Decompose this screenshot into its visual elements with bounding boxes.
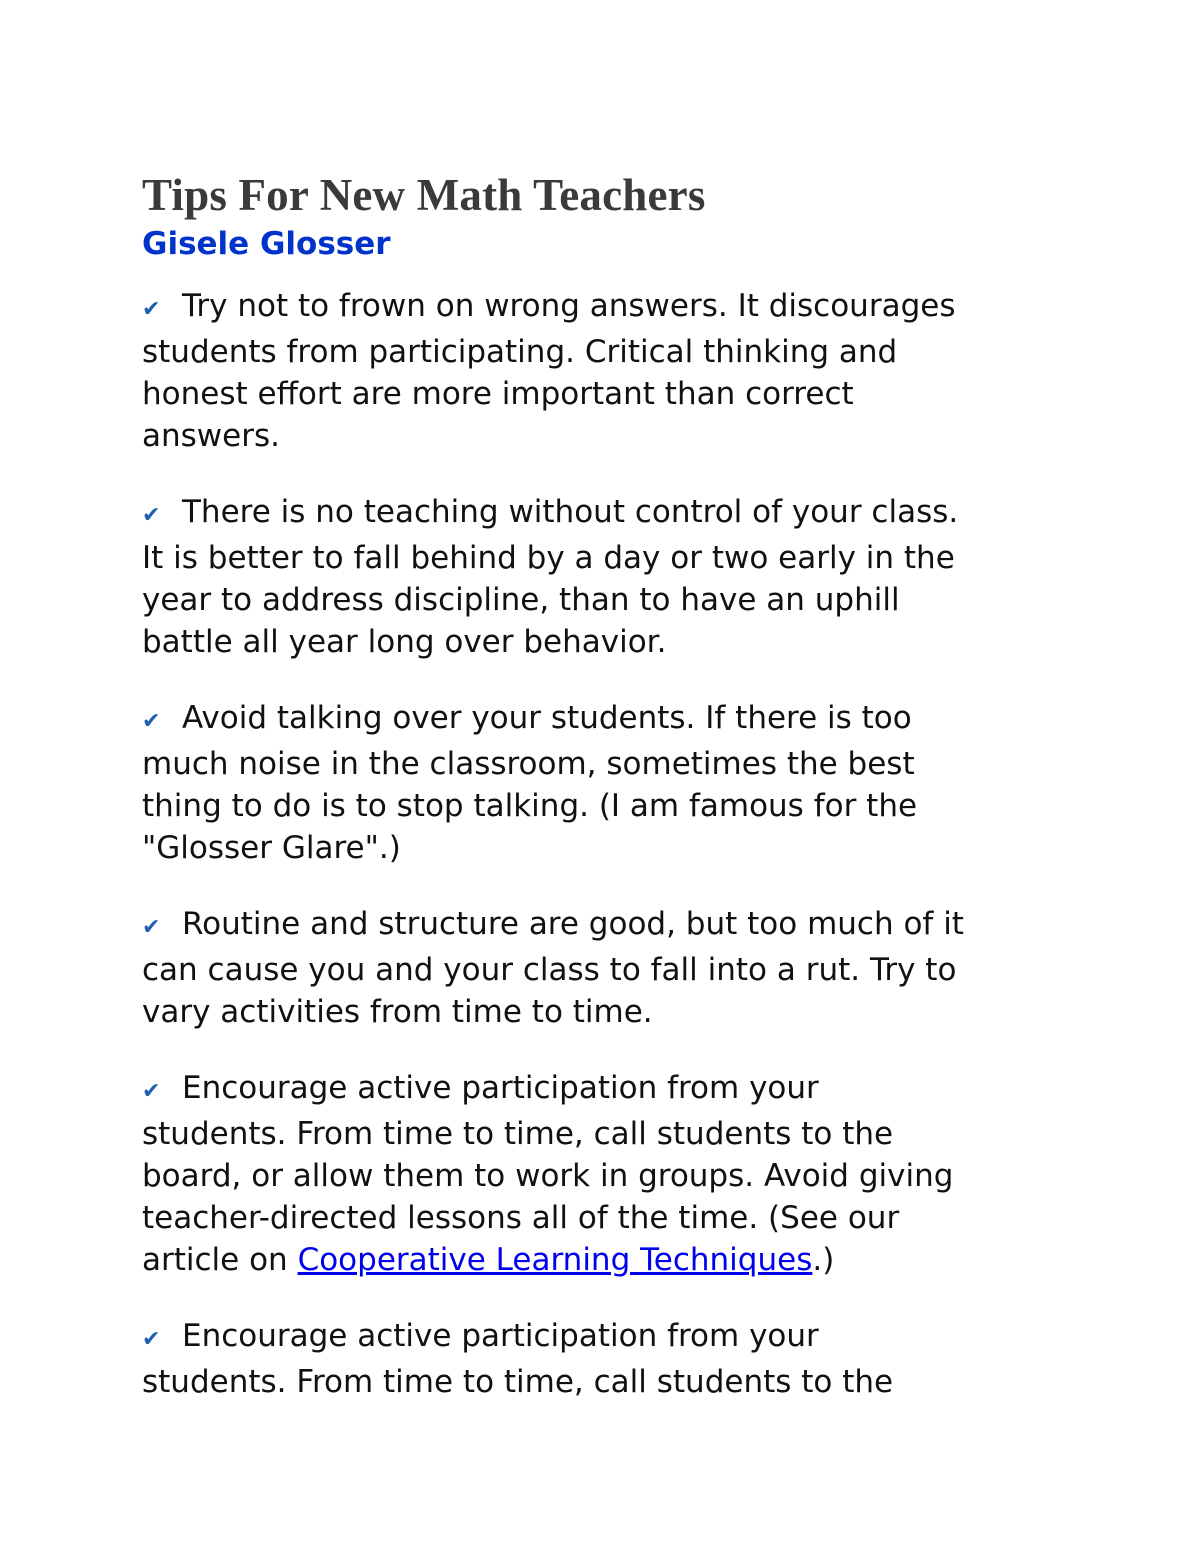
tip-text: Avoid talking over your students. If there is too much noise in the classroom, sometimes the best thing to do is to stop talking. (I am famous for the "Glosser Glare".) xyxy=(142,700,918,866)
checkmark-icon: ✔ xyxy=(142,709,161,734)
checkmark-icon: ✔ xyxy=(142,1079,161,1104)
tip-text: Routine and structure are good, but too much of it can cause you and your class to fall into a rut. Try to vary activities from time to time. xyxy=(142,906,964,1030)
author-name: Gisele Glosser xyxy=(142,226,391,262)
tip-item xyxy=(142,903,1082,1033)
tip-text: There is no teaching without control of your class. It is better to fall behind by a day or two early in the year to address discipline, than to have an uphill battle all year long over behavior. xyxy=(142,494,959,660)
tip-text: Try not to frown on wrong answers. It discourages students from participating. Critical thinking and honest effort are more important than correct answers. xyxy=(142,288,956,454)
tip-text: .) xyxy=(812,1242,835,1278)
document-page xyxy=(142,170,1082,1403)
tip-item xyxy=(142,1067,1082,1281)
document-title: Tips For New Math Teachers xyxy=(142,170,706,220)
tip-item xyxy=(142,697,1082,869)
checkmark-icon: ✔ xyxy=(142,503,161,528)
tip-item xyxy=(142,491,1082,663)
tip-text: Encourage active participation from your students. From time to time, call students to the board, or allow them to work in groups. Avoid giving teacher-directed lessons all of the time. (See our article on xyxy=(142,1070,954,1278)
tip-item xyxy=(142,1315,1082,1403)
tip-text: Encourage active participation from your students. From time to time, call students to the xyxy=(142,1318,894,1400)
tip-item xyxy=(142,285,1082,457)
checkmark-icon: ✔ xyxy=(142,297,161,322)
checkmark-icon: ✔ xyxy=(142,1327,161,1352)
checkmark-icon: ✔ xyxy=(142,915,161,940)
cooperative-learning-link[interactable]: Cooperative Learning Techniques xyxy=(297,1242,813,1278)
